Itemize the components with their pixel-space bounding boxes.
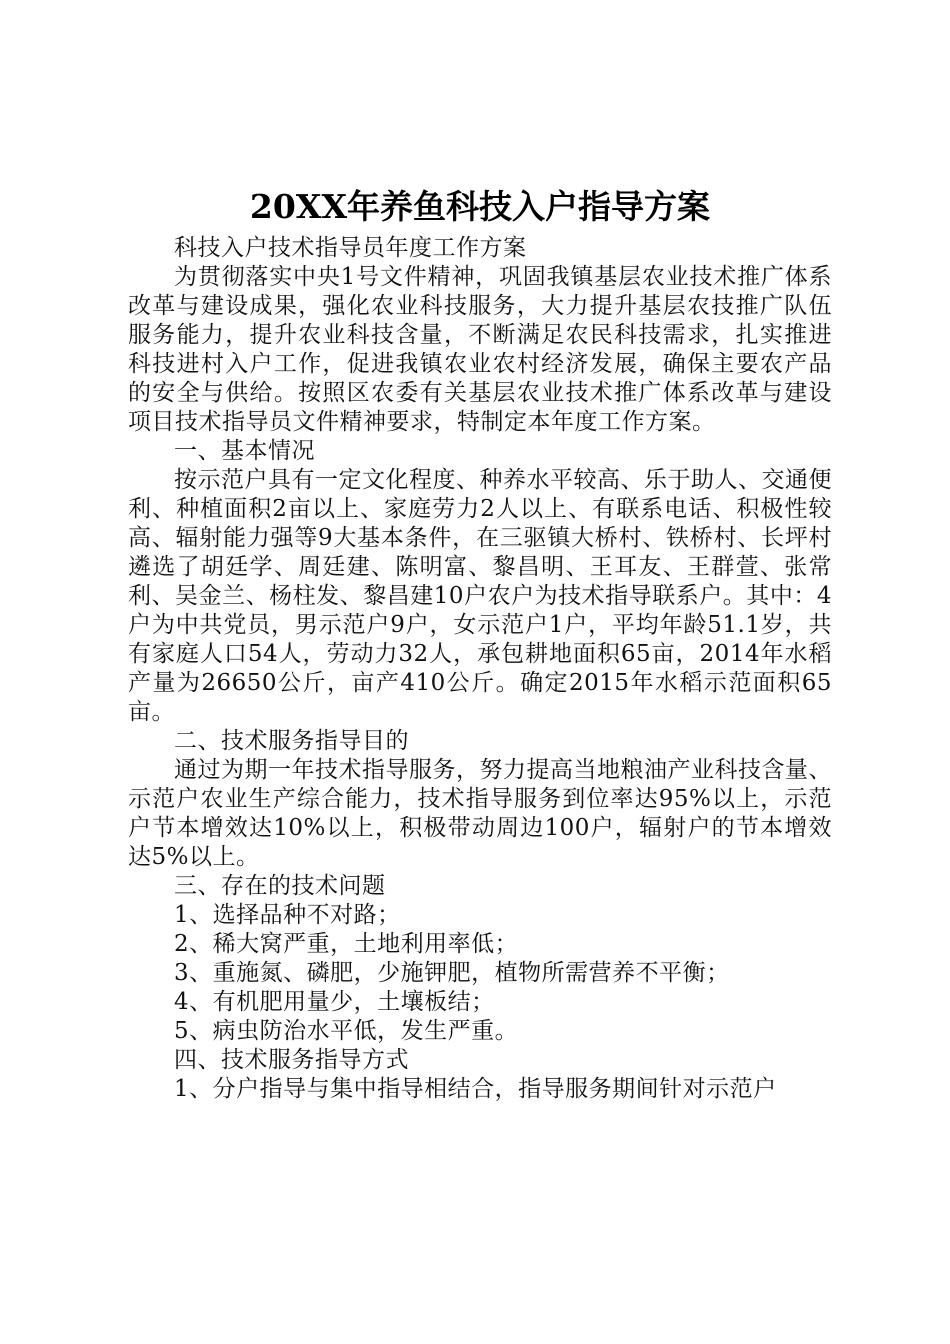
purpose-paragraph: 通过为期一年技术指导服务，努力提高当地粮油产业科技含量、示范户农业生产综合能力，技术指导服务到位率达95%以上，示范户节本增效达10%以上，积极带动周边100户，辐射户的节本增效达5%以上。 — [128, 757, 832, 870]
intro-paragraph: 为贯彻落实中央1号文件精神，巩固我镇基层农业技术推广体系改革与建设成果，强化农业科技服务，大力提升基层农技推广队伍服务能力，提升农业科技含量，不断满足农民科技需求，扎实推进科技进村入户工作，促进我镇农业农村经济发展，确保主要农产品的安全与供给。按照区农委有关基层农业技术推广体系改革与建设项目技术指导员文件精神要求，特制定本年度工作方案。 — [128, 264, 832, 435]
problem-item-3: 3、重施氮、磷肥，少施钾肥，植物所需营养不平衡； — [174, 960, 730, 986]
section-heading-problems: 三、存在的技术问题 — [174, 873, 386, 899]
section-heading-basic-info: 一、基本情况 — [174, 438, 315, 464]
section-heading-purpose: 二、技术服务指导目的 — [174, 728, 409, 754]
section-heading-method: 四、技术服务指导方式 — [174, 1047, 409, 1073]
document-body — [128, 182, 832, 1104]
problem-item-2: 2、稀大窝严重，土地利用率低； — [174, 931, 519, 957]
method-item-1: 1、分户指导与集中指导相结合，指导服务期间针对示范户 — [174, 1076, 777, 1102]
problem-item-4: 4、有机肥用量少，土壤板结； — [174, 989, 495, 1015]
basic-info-paragraph: 按示范户具有一定文化程度、种养水平较高、乐于助人、交通便利、种植面积2亩以上、家庭劳力2人以上、有联系电话、积极性较高、辐射能力强等9大基本条件，在三驱镇大桥村、铁桥村、长坪村遴选了胡廷学、周廷建、陈明富、黎昌明、王耳友、王群萱、张常利、吴金兰、杨柱发、黎昌建10户农户为技术指导联系户。其中：4户为中共党员，男示范户9户，女示范户1户，平均年龄51.1岁，共有家庭人口54人，劳动力32人，承包耕地面积65亩，2014年水稻产量为26650公斤，亩产410公斤。确定2015年水稻示范面积65亩。 — [128, 467, 832, 725]
document-title: 20XX年养鱼科技入户指导方案 — [249, 187, 711, 226]
problem-item-5: 5、病虫防治水平低，发生严重。 — [174, 1018, 519, 1044]
problem-item-1: 1、选择品种不对路； — [174, 902, 401, 928]
subtitle-paragraph: 科技入户技术指导员年度工作方案 — [174, 235, 527, 261]
